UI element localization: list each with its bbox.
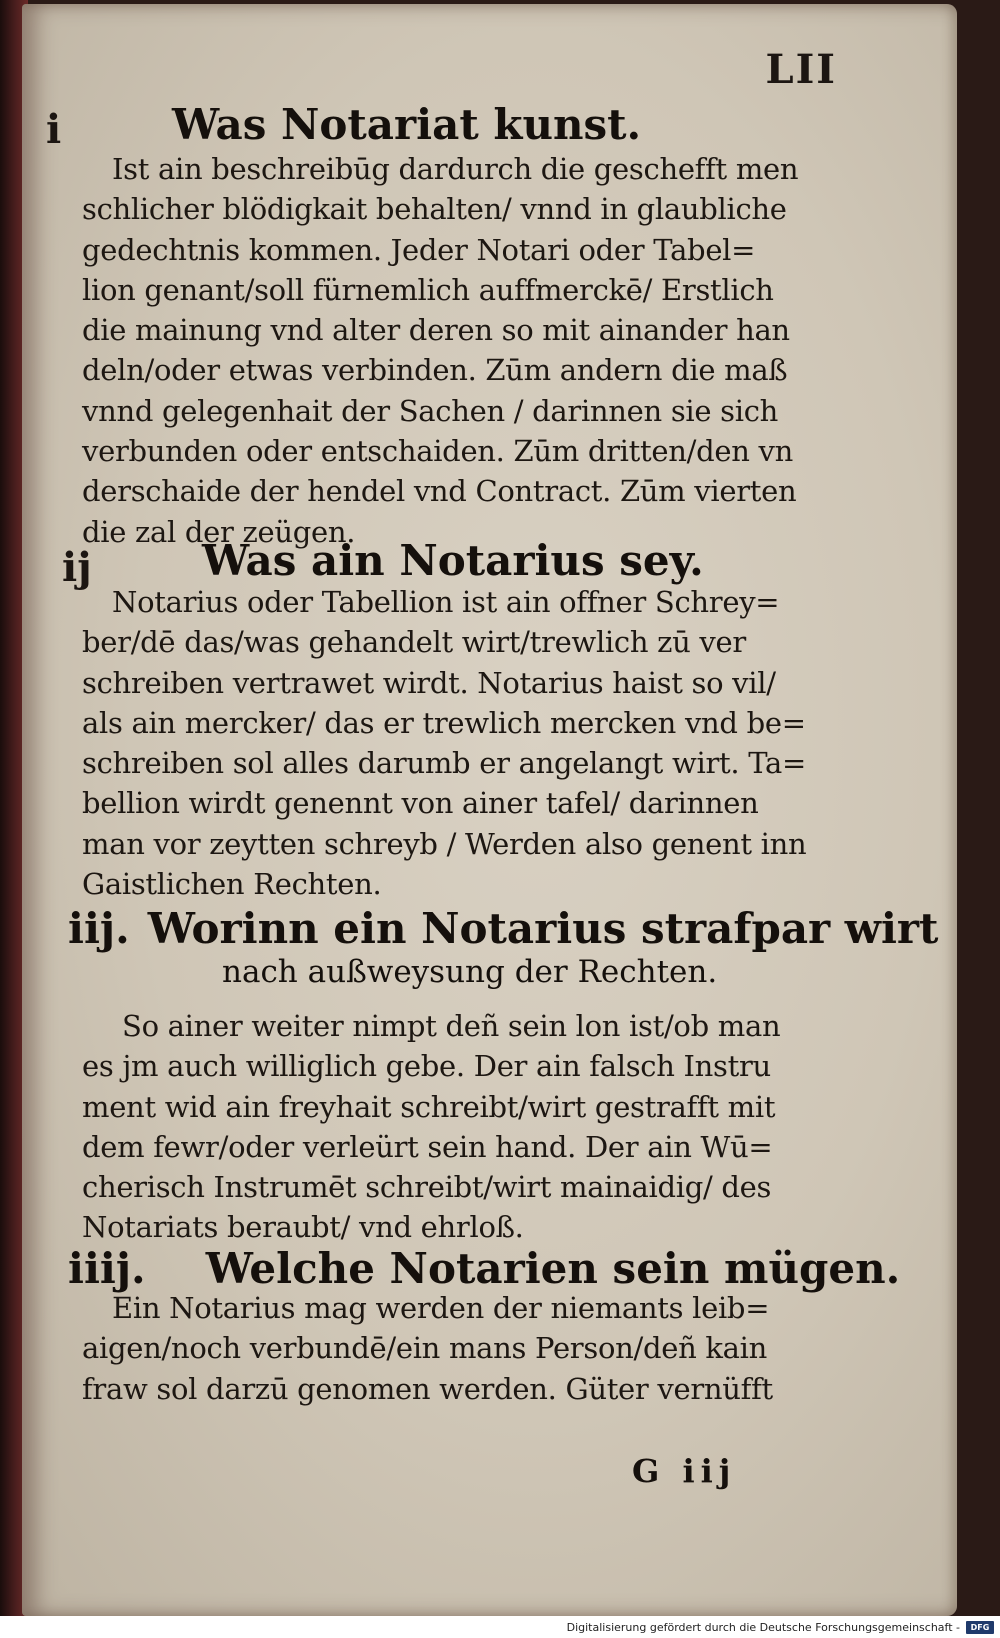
section-heading: Welche Notarien sein mügen. bbox=[205, 1244, 901, 1293]
text-line: Gaistlichen Rechten. bbox=[82, 867, 382, 902]
text-line: bellion wirdt genennt von ainer tafel/ darinnen bbox=[82, 786, 759, 821]
text-line: cherisch Instrumēt schreibt/wirt mainaidig/ des bbox=[82, 1170, 772, 1205]
book-page bbox=[22, 4, 957, 1616]
folio-number: LII bbox=[765, 46, 837, 93]
section-heading-row bbox=[68, 1244, 900, 1293]
text-line: vnnd gelegenhait der Sachen / darinnen sie sich bbox=[82, 393, 779, 428]
section-heading: Was ain Notarius sey. bbox=[202, 536, 704, 585]
section-marker: iij. bbox=[68, 904, 130, 953]
text-line: es jm auch williglich gebe. Der ain falsch Instru bbox=[82, 1049, 771, 1084]
text-line: aigen/noch verbundē/ein mans Person/deñ kain bbox=[82, 1331, 767, 1366]
text-line: So ainer weiter nimpt deñ sein lon ist/ob man bbox=[122, 1009, 781, 1043]
dfg-logo-icon[interactable]: DFG bbox=[966, 1621, 994, 1634]
section-subheading: nach außweysung der Rechten. bbox=[222, 954, 718, 990]
text-line: die mainung vnd alter deren so mit ainander han bbox=[82, 313, 790, 348]
catchword: G iij bbox=[632, 1452, 737, 1490]
text-line: deln/oder etwas verbinden. Zūm andern die maß bbox=[82, 353, 788, 388]
section-heading: Was Notariat kunst. bbox=[172, 100, 642, 149]
section-marker: ij bbox=[62, 544, 92, 591]
text-line: schreiben sol alles darumb er angelangt wirt. Ta= bbox=[82, 746, 806, 781]
text-line: Ist ain beschreibūg dardurch die geschefft men bbox=[112, 152, 799, 186]
section-paragraph bbox=[82, 149, 872, 552]
text-line: lion genant/soll fürnemlich auffmerckē/ Erstlich bbox=[82, 272, 774, 307]
funding-credit: Digitalisierung gefördert durch die Deutsche Forschungsgemeinschaft - bbox=[566, 1621, 960, 1634]
footer-bar bbox=[0, 1616, 1000, 1638]
section-marker: iiij. bbox=[68, 1244, 146, 1293]
text-line: fraw sol darzū genomen werden. Güter vernüfft bbox=[82, 1371, 773, 1406]
text-line: Ein Notarius mag werden der niemants leib= bbox=[112, 1291, 770, 1325]
section-heading-row bbox=[68, 904, 938, 953]
section-heading: Worinn ein Notarius strafpar wirt bbox=[147, 904, 939, 953]
section-marker: i bbox=[46, 106, 62, 153]
text-line: Notariats beraubt/ vnd ehrloß. bbox=[82, 1210, 524, 1245]
section-paragraph bbox=[82, 1006, 872, 1248]
text-line: schreiben vertrawet wirdt. Notarius haist so vil/ bbox=[82, 665, 776, 700]
text-line: derschaide der hendel vnd Contract. Zūm vierten bbox=[82, 474, 797, 509]
text-line: Notarius oder Tabellion ist ain offner Schrey= bbox=[112, 585, 780, 619]
section-paragraph bbox=[82, 1288, 872, 1409]
section-paragraph bbox=[82, 582, 872, 904]
text-line: man vor zeytten schreyb / Werden also genent inn bbox=[82, 826, 807, 861]
text-line: gedechtnis kommen. Jeder Notari oder Tabel= bbox=[82, 232, 756, 267]
text-line: dem fewr/oder verleürt sein hand. Der ain Wū= bbox=[82, 1129, 773, 1164]
text-line: schlicher blödigkait behalten/ vnnd in glaubliche bbox=[82, 192, 787, 227]
text-line: die zal der zeügen. bbox=[82, 514, 356, 549]
text-line: verbunden oder entschaiden. Zūm dritten/den vn bbox=[82, 434, 793, 469]
text-line: ment wid ain freyhait schreibt/wirt gestrafft mit bbox=[82, 1089, 776, 1124]
text-line: als ain mercker/ das er trewlich mercken vnd be= bbox=[82, 705, 806, 740]
text-line: ber/dē das/was gehandelt wirt/trewlich zū ver bbox=[82, 625, 746, 660]
